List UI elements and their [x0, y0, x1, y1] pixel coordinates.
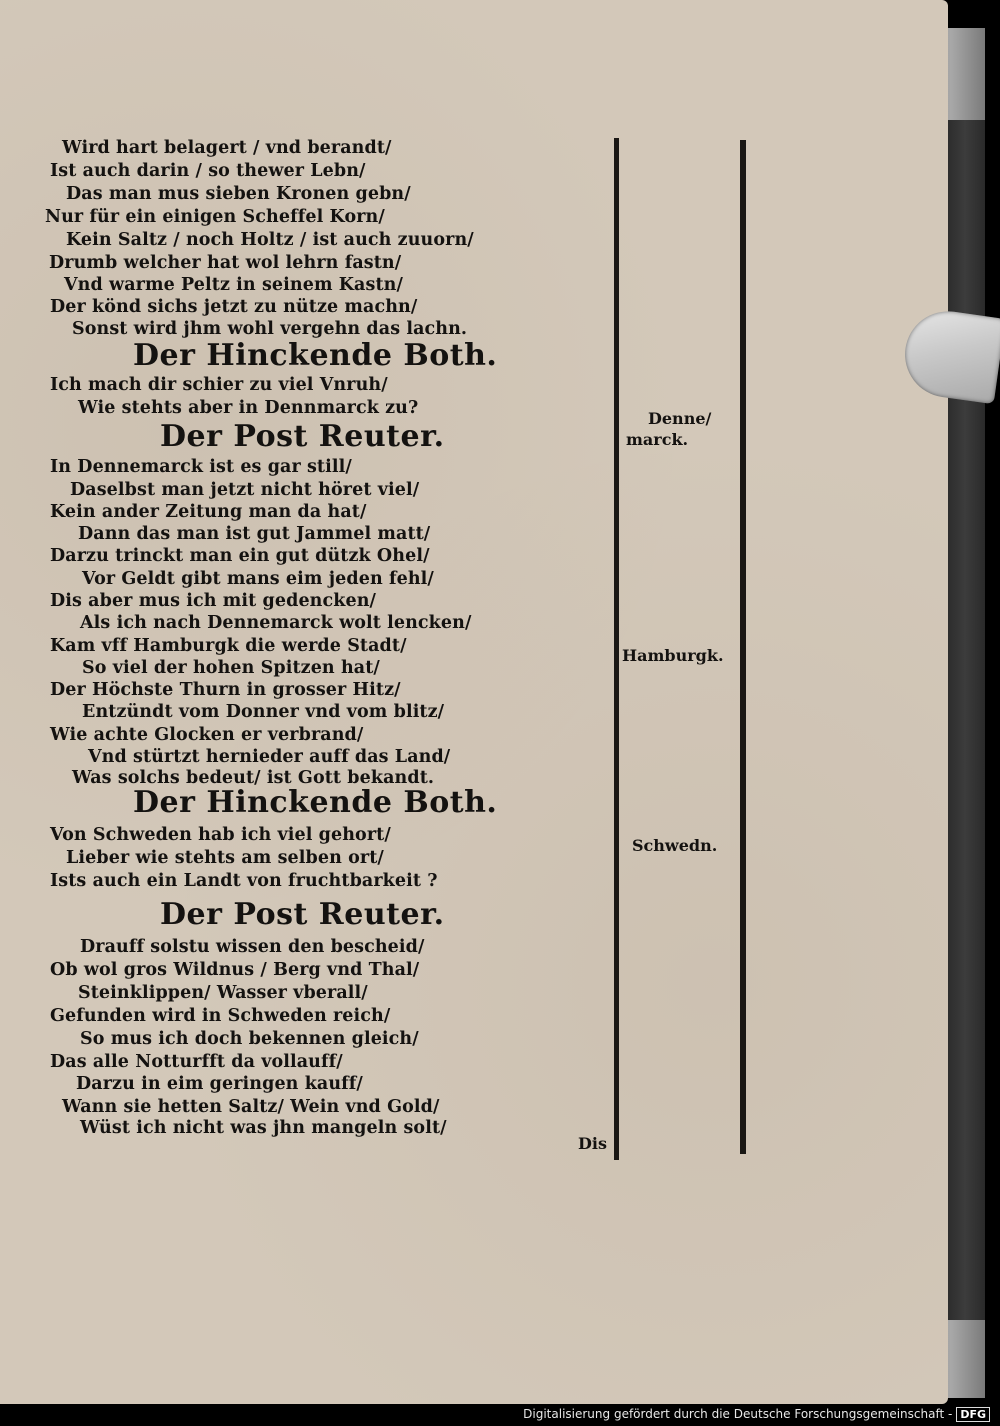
speaker-heading: Der Post Reuter. — [160, 897, 445, 932]
binder-spine — [945, 120, 985, 1320]
verse-line: Der könd sichs jetzt zu nütze machn/ — [50, 297, 418, 317]
verse-line: Wann sie hetten Saltz/ Wein vnd Gold/ — [62, 1097, 440, 1117]
verse-line: Entzündt vom Donner vnd vom blitz/ — [82, 702, 445, 722]
verse-line: Wüst ich nicht was jhn mangeln solt/ — [80, 1118, 447, 1138]
verse-line: Vnd warme Peltz in seinem Kastn/ — [64, 275, 403, 295]
verse-line: Was solchs bedeut/ ist Gott bekandt. — [72, 768, 435, 788]
verse-line: Das man mus sieben Kronen gebn/ — [66, 184, 411, 204]
verse-line: Steinklippen/ Wasser vberall/ — [78, 983, 368, 1003]
footer-credit — [523, 1407, 990, 1422]
verse-line: Kam vff Hamburgk die werde Stadt/ — [50, 636, 407, 656]
column-rule-left — [614, 138, 619, 1160]
verse-line: Dis aber mus ich mit gedencken/ — [50, 591, 377, 611]
speaker-heading: Der Hinckende Both. — [133, 338, 498, 373]
verse-line: Das alle Notturfft da vollauff/ — [50, 1052, 343, 1072]
verse-line: Kein ander Zeitung man da hat/ — [50, 502, 367, 522]
verse-line: Nur für ein einigen Scheffel Korn/ — [45, 207, 385, 227]
verse-line: Vor Geldt gibt mans eim jeden fehl/ — [82, 569, 434, 589]
verse-line: So mus ich doch bekennen gleich/ — [80, 1029, 419, 1049]
margin-note-dennemarck: marck. — [626, 430, 689, 449]
speaker-heading: Der Post Reuter. — [160, 419, 445, 454]
speaker-heading: Der Hinckende Both. — [133, 785, 498, 820]
verse-line: Vnd stürtzt hernieder auff das Land/ — [88, 747, 451, 767]
verse-line: Als ich nach Dennemarck wolt lencken/ — [80, 613, 472, 633]
verse-line: Ist auch darin / so thewer Lebn/ — [50, 161, 366, 181]
verse-line: In Dennemarck ist es gar still/ — [50, 457, 352, 477]
verse-line: Darzu trinckt man ein gut dützk Ohel/ — [50, 546, 430, 566]
verse-line: Daselbst man jetzt nicht höret viel/ — [70, 480, 420, 500]
verse-line: Wird hart belagert / vnd berandt/ — [62, 138, 392, 158]
verse-line: So viel der hohen Spitzen hat/ — [82, 658, 380, 678]
verse-line: Drumb welcher hat wol lehrn fastn/ — [49, 253, 402, 273]
verse-line: Ob wol gros Wildnus / Berg vnd Thal/ — [50, 960, 420, 980]
column-rule-right — [740, 140, 746, 1154]
verse-line: Lieber wie stehts am selben ort/ — [66, 848, 384, 868]
margin-note-hamburgk: Hamburgk. — [622, 646, 724, 665]
verse-line: Gefunden wird in Schweden reich/ — [50, 1006, 391, 1026]
verse-line: Wie achte Glocken er verbrand/ — [50, 725, 364, 745]
dfg-logo: DFG — [956, 1407, 990, 1422]
verse-line: Darzu in eim geringen kauff/ — [76, 1074, 363, 1094]
verse-line: Ists auch ein Landt von fruchtbarkeit ? — [50, 871, 438, 891]
verse-line: Von Schweden hab ich viel gehort/ — [50, 825, 391, 845]
verse-line: Wie stehts aber in Dennmarck zu? — [78, 398, 419, 418]
verse-line: Dann das man ist gut Jammel matt/ — [78, 524, 431, 544]
footer-text: Digitalisierung gefördert durch die Deutsche Forschungsgemeinschaft - — [523, 1407, 953, 1421]
verse-line: Der Höchste Thurn in grosser Hitz/ — [50, 680, 401, 700]
verse-line: Ich mach dir schier zu viel Vnruh/ — [50, 375, 388, 395]
verse-line: Kein Saltz / noch Holtz / ist auch zuuorn/ — [66, 230, 474, 250]
margin-note-schwedn: Schwedn. — [632, 836, 718, 855]
catchword: Dis — [578, 1134, 607, 1153]
verse-line: Drauff solstu wissen den bescheid/ — [80, 937, 425, 957]
margin-note-dennemarck: Denne/ — [648, 409, 712, 428]
verse-line: Sonst wird jhm wohl vergehn das lachn. — [72, 319, 468, 339]
